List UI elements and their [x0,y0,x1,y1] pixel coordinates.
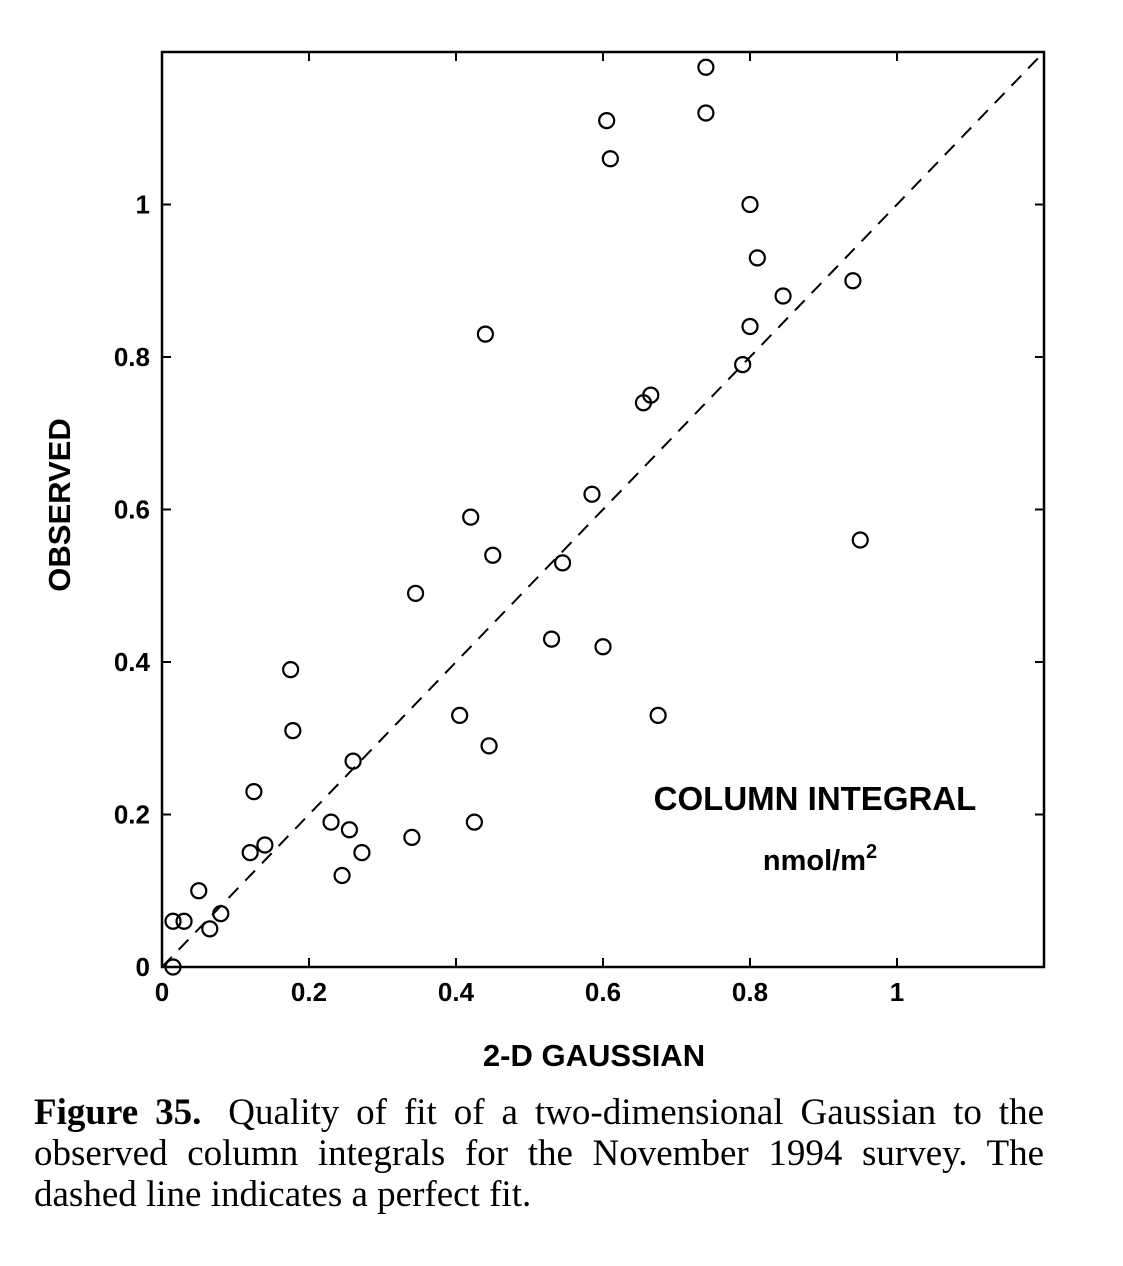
data-point [404,830,419,845]
y-tick-label: 0.6 [113,494,150,525]
y-axis-title: OBSERVED [42,418,77,592]
caption-label: Figure 35. [34,1092,202,1133]
data-point [603,151,618,166]
data-point [544,632,559,647]
x-tick-label: 0.6 [584,977,622,1007]
data-point [853,533,868,548]
data-point [177,914,192,929]
data-point [243,845,258,860]
data-point [584,487,599,502]
data-point [482,738,497,753]
data-point [478,327,493,342]
data-point [408,586,423,601]
annotation-unit-text: nmol/m [762,845,866,877]
data-point [698,106,713,121]
data-point [283,662,298,677]
data-point [257,838,272,853]
y-tick-label: 0.4 [113,647,150,677]
data-point [743,319,758,334]
y-tick-label: 0 [135,952,150,982]
data-point [485,548,500,563]
y-tick-label: 0.8 [113,342,150,372]
data-point [335,868,350,883]
data-point [596,639,611,654]
x-tick-label: 0.8 [731,977,769,1007]
x-tick-label: 0.2 [290,977,328,1007]
figure-caption [34,1092,1044,1215]
data-point [845,273,860,288]
annotation-title: COLUMN INTEGRAL [653,780,977,817]
data-point [463,510,478,525]
data-point [354,845,369,860]
data-point [555,555,570,570]
annotation-unit-superscript: 2 [866,841,878,863]
data-point [202,921,217,936]
x-tick-label: 1 [889,977,905,1007]
data-point [342,822,357,837]
data-point [651,708,666,723]
data-point [776,289,791,304]
data-point [467,815,482,830]
data-point [346,754,361,769]
data-point [698,60,713,75]
data-points [166,60,868,975]
x-tick-label: 0 [154,977,170,1007]
data-point [743,197,758,212]
x-tick-label: 0.4 [437,977,475,1007]
caption-text: Quality of fit of a two-dimensional Gaussian to the observed column integrals for the November 1994 survey. The dashed line indicates a perfect fit. [34,1092,1044,1215]
data-point [191,883,206,898]
data-point [750,250,765,265]
data-point [452,708,467,723]
y-tick-label: 0.2 [113,799,150,830]
perfect-fit-dashed-line [162,52,1044,967]
y-tick-label: 1 [135,189,150,220]
data-point [324,815,339,830]
data-point [599,113,614,128]
x-axis-title: 2-D GAUSSIAN [482,1038,706,1073]
y-axis-ticks [114,190,1044,983]
data-point [285,723,300,738]
data-point [213,906,228,921]
annotation-unit [763,841,877,877]
data-point [246,784,261,799]
